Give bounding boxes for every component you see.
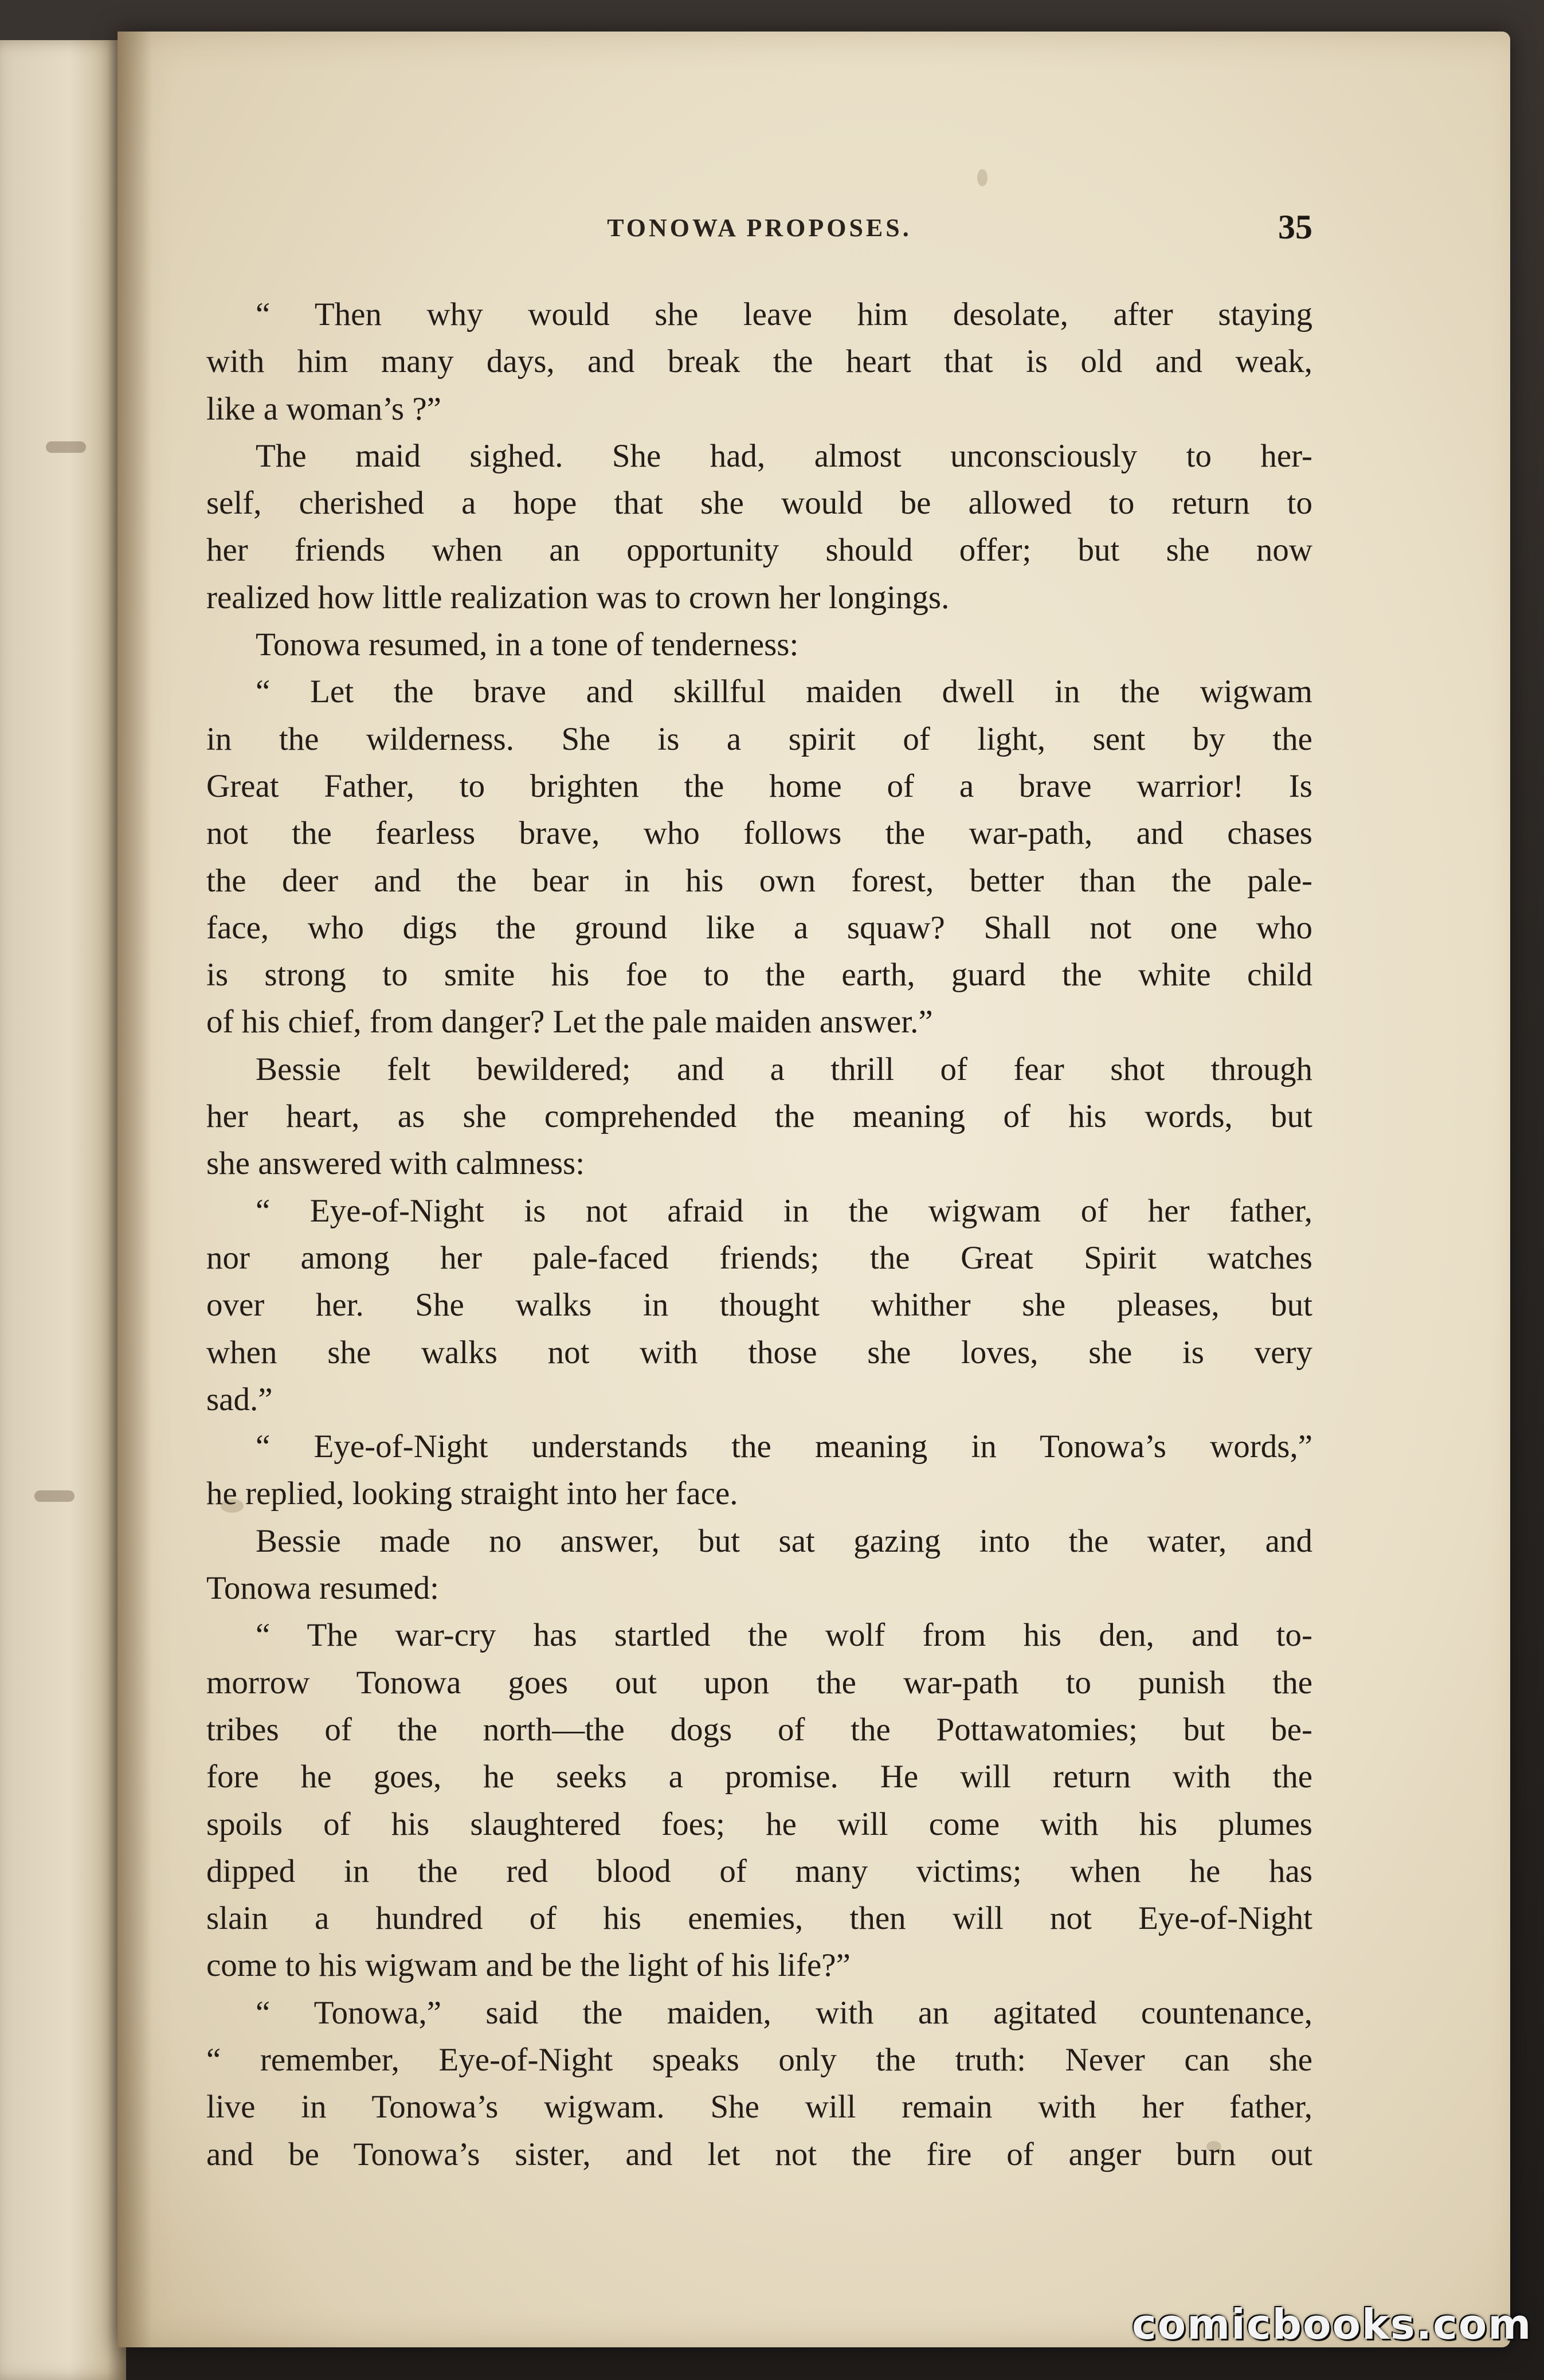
text-line: over her. She walks in thought whither she pleases, but: [206, 1287, 1312, 1324]
text-line: “ Then why would she leave him desolate, after staying: [256, 296, 1312, 332]
text-line: morrow Tonowa goes out upon the war-path to punish the: [206, 1664, 1312, 1701]
page-edge-mark: [46, 441, 86, 453]
text-line: self, cherished a hope that she would be allowed to return to: [206, 485, 1312, 522]
text-line: “ The war-cry has startled the wolf from his den, and to-: [256, 1617, 1312, 1654]
text-line: dipped in the red blood of many victims; when he has: [206, 1853, 1312, 1889]
watermark-logo: comicbooks.com: [1132, 2300, 1533, 2348]
text-line: of his chief, from danger? Let the pale maiden answer.”: [206, 1004, 933, 1040]
text-line: with him many days, and break the heart that is old and weak,: [206, 343, 1312, 380]
running-head: [206, 208, 1312, 253]
text-line: fore he goes, he seeks a promise. He will return with the: [206, 1759, 1312, 1795]
text-line: “ Eye-of-Night understands the meaning in Tonowa’s words,”: [256, 1428, 1312, 1465]
text-line: “ Tonowa,” said the maiden, with an agitated countenance,: [256, 1994, 1312, 2031]
text-line: spoils of his slaughtered foes; he will come with his plumes: [206, 1806, 1312, 1842]
text-line: Great Father, to brighten the home of a brave warrior! Is: [206, 768, 1312, 804]
text-line: “ remember, Eye-of-Night speaks only the truth: Never can she: [206, 2041, 1312, 2078]
text-line: realized how little realization was to crown her longings.: [206, 579, 950, 616]
text-line: Tonowa resumed, in a tone of tenderness:: [256, 627, 799, 663]
text-line: tribes of the north—the dogs of the Pottawatomies; but be-: [206, 1711, 1312, 1748]
page-edge-mark: [34, 1490, 75, 1502]
text-line: she answered with calmness:: [206, 1145, 585, 1182]
text-line: “ Eye-of-Night is not afraid in the wigwam of her father,: [256, 1192, 1312, 1229]
text-line: in the wilderness. She is a spirit of light, sent by the: [206, 721, 1312, 757]
text-line: come to his wigwam and be the light of his life?”: [206, 1947, 851, 1984]
text-line: her friends when an opportunity should offer; but she now: [206, 532, 1312, 569]
text-line: Tonowa resumed:: [206, 1570, 439, 1607]
body-text: [206, 291, 1312, 2178]
text-line: Bessie made no answer, but sat gazing into the water, and: [256, 1522, 1312, 1559]
page-speck: [977, 169, 987, 186]
text-line: he replied, looking straight into her face.: [206, 1475, 738, 1512]
text-line: like a woman’s ?”: [206, 390, 441, 427]
text-line: nor among her pale-faced friends; the Great Spirit watches: [206, 1239, 1312, 1276]
text-line: Bessie felt bewildered; and a thrill of fear shot through: [256, 1051, 1312, 1087]
text-line: not the fearless brave, who follows the war-path, and chases: [206, 815, 1312, 852]
page-number: 35: [1278, 208, 1312, 246]
text-line: live in Tonowa’s wigwam. She will remain with her father,: [206, 2089, 1312, 2125]
text-line: “ Let the brave and skillful maiden dwell in the wigwam: [256, 674, 1312, 710]
text-line: slain a hundred of his enemies, then will not Eye-of-Night: [206, 1900, 1312, 1937]
text-line: face, who digs the ground like a squaw? Shall not one who: [206, 909, 1312, 946]
text-line: and be Tonowa’s sister, and let not the fire of anger burn out: [206, 2136, 1312, 2172]
text-line: when she walks not with those she loves, she is very: [206, 1334, 1312, 1371]
text-line: the deer and the bear in his own forest, better than the pale-: [206, 862, 1312, 899]
text-line: The maid sighed. She had, almost unconsciously to her-: [256, 437, 1312, 474]
text-line: her heart, as she comprehended the meaning of his words, but: [206, 1098, 1312, 1135]
text-line: is strong to smite his foe to the earth, guard the white child: [206, 957, 1312, 993]
previous-page-edge: [0, 40, 126, 2380]
text-line: sad.”: [206, 1381, 273, 1418]
running-head-title: TONOWA PROPOSES.: [607, 214, 912, 242]
